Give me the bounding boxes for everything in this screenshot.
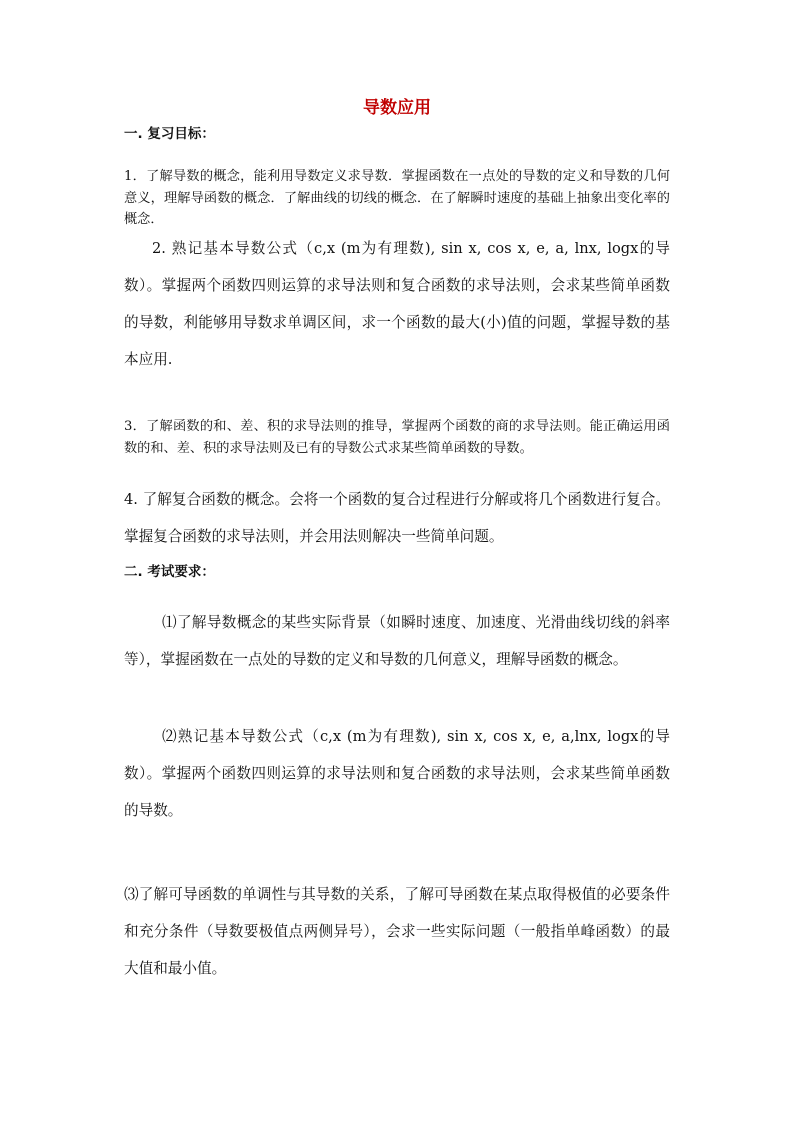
section-heading-exam-requirements: 二. 考试要求：: [124, 564, 215, 580]
section-heading-review-goals: 一. 复习目标：: [124, 126, 215, 142]
review-goal-1: 1．了解导数的概念，能利用导数定义求导数．掌握函数在一点处的导数的定义和导数的几何意义，理解导函数的概念．了解曲线的切线的概念．在了解瞬时速度的基础上抽象出变化率的概念．: [124, 169, 670, 227]
document-title: 导数应用: [363, 98, 431, 118]
review-goal-3: 3．了解函数的和、差、积的求导法则的推导，掌握两个函数的商的求导法则。能正确运用函数的和、差、积的求导法则及已有的导数公式求某些简单函数的导数。: [124, 419, 670, 456]
review-goal-4: 4. 了解复合函数的概念。会将一个函数的复合过程进行分解或将几个函数进行复合。掌握复合函数的求导法则，并会用法则解决一些简单问题。: [124, 491, 670, 545]
exam-requirement-1: ⑴了解导数概念的某些实际背景（如瞬时速度、加速度、光滑曲线切线的斜率等），掌握函数在一点处的导数的定义和导数的几何意义，理解导函数的概念。: [124, 614, 670, 668]
exam-requirement-3: ⑶了解可导函数的单调性与其导数的关系，了解可导函数在某点取得极值的必要条件和充分条件（导数要极值点两侧异号），会求一些实际问题（一般指单峰函数）的最大值和最小值。: [124, 886, 670, 977]
exam-requirement-2: ⑵熟记基本导数公式（c,x (m为有理数), sin x, cos x, e, a,lnx, logx的导数）。掌握两个函数四则运算的求导法则和复合函数的求导法则，会求某些简单函数的导数。: [124, 728, 670, 819]
review-goal-2: 2. 熟记基本导数公式（c,x (m为有理数), sin x, cos x, e, a, lnx, logx的导数）。掌握两个函数四则运算的求导法则和复合函数的求导法则，会求某些简单函数的导数，利能够用导数求单调区间，求一个函数的最大(小)值的问题，掌握导数的基本应用.: [124, 240, 670, 368]
